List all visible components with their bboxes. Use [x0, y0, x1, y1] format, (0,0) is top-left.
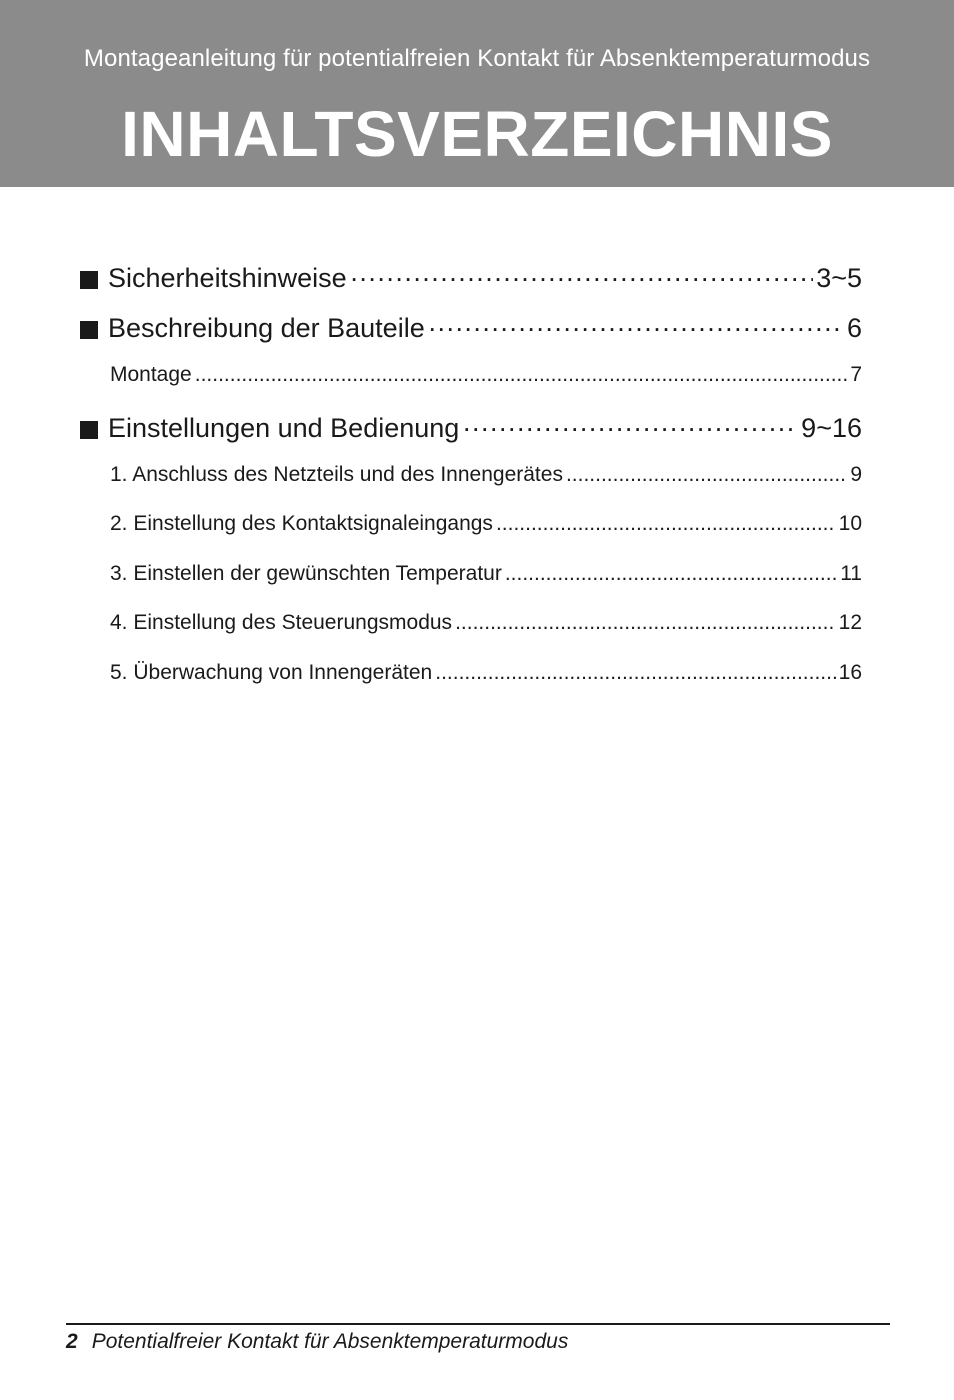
toc-label: Montage: [110, 363, 192, 386]
toc-label: 2. Einstellung des Kontaktsignaleingangs: [110, 512, 493, 535]
toc-entry-einstellungen[interactable]: [80, 413, 862, 463]
table-of-contents: [80, 263, 862, 710]
toc-entry-montage[interactable]: [80, 363, 862, 413]
toc-label: 3. Einstellen der gewünschten Temperatur: [110, 561, 502, 585]
dot-leader: [566, 463, 847, 487]
toc-label: 1. Anschluss des Netzteils und des Innengerätes: [110, 462, 563, 486]
page-footer: [66, 1330, 568, 1354]
dot-leader: [455, 611, 836, 635]
dot-leader: [462, 413, 798, 444]
manual-subtitle: Montageanleitung für potentialfreien Kontakt für Absenktemperaturmodus: [83, 45, 871, 72]
toc-entry-anschluss[interactable]: [80, 463, 862, 513]
toc-entry-kontaktsignal[interactable]: [80, 512, 862, 562]
toc-page: 9: [850, 462, 862, 486]
page-number: 2: [66, 1330, 78, 1353]
toc-entry-ueberwachung[interactable]: [80, 661, 862, 711]
toc-entry-beschreibung[interactable]: [80, 313, 862, 363]
dot-leader: [350, 263, 814, 294]
toc-page: 9~16: [801, 412, 862, 443]
square-bullet-icon: [80, 321, 98, 339]
toc-label: 5. Überwachung von Innengeräten: [110, 660, 433, 684]
toc-label: Sicherheitshinweise: [108, 263, 347, 293]
header-banner: [0, 0, 954, 187]
square-bullet-icon: [80, 421, 98, 439]
toc-label: Einstellungen und Bedienung: [108, 412, 460, 443]
toc-label: 4. Einstellung des Steuerungsmodus: [110, 611, 453, 634]
toc-label: Beschreibung der Bauteile: [108, 313, 425, 343]
dot-leader: [496, 512, 836, 536]
footer-divider: [66, 1323, 890, 1325]
toc-entry-steuerungsmodus[interactable]: [80, 611, 862, 661]
footer-text: Potentialfreier Kontakt für Absenktemperaturmodus: [91, 1330, 569, 1353]
toc-page: 6: [846, 313, 862, 343]
toc-entry-sicherheitshinweise[interactable]: [80, 263, 862, 313]
toc-page: 11: [840, 561, 862, 585]
toc-entry-temperatur[interactable]: [80, 562, 862, 612]
page-title: INHALTSVERZEICHNIS: [121, 98, 833, 170]
dot-leader: [435, 661, 835, 685]
dot-leader: [195, 363, 848, 387]
toc-page: 16: [838, 660, 862, 684]
dot-leader: [505, 562, 837, 586]
toc-page: 12: [838, 611, 862, 634]
toc-page: 3~5: [816, 263, 862, 293]
toc-page: 10: [838, 512, 862, 535]
square-bullet-icon: [80, 271, 98, 289]
dot-leader: [428, 313, 844, 344]
toc-page: 7: [850, 363, 862, 386]
